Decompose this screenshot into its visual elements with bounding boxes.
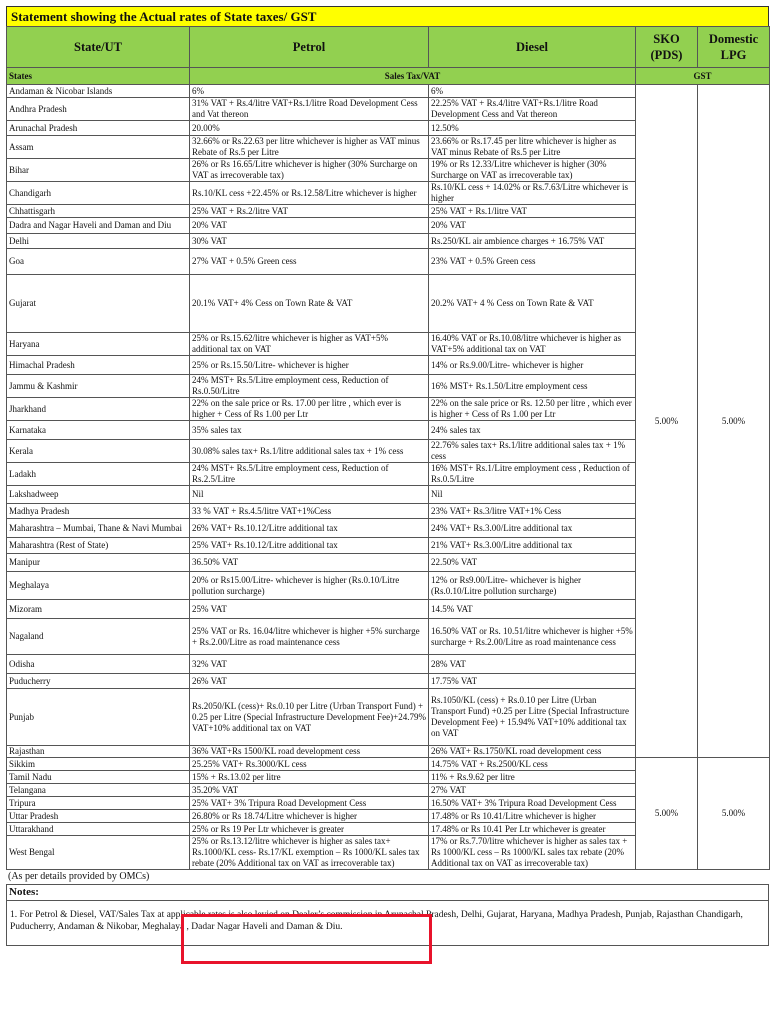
header-lpg: Domestic LPG [698, 27, 770, 68]
petrol-cell: 35% sales tax [190, 421, 429, 440]
state-cell: Uttar Pradesh [7, 810, 190, 823]
state-cell: Madhya Pradesh [7, 504, 190, 519]
tax-statement [6, 6, 769, 946]
diesel-cell: 23% VAT + 0.5% Green cess [429, 249, 636, 275]
state-cell: Ladakh [7, 463, 190, 486]
petrol-cell: 25% or Rs.15.62/litre whichever is higher as VAT+5% additional tax on VAT [190, 333, 429, 356]
petrol-cell: 20.00% [190, 121, 429, 136]
subheader-row [7, 68, 770, 85]
diesel-cell: 22% on the sale price or Rs. 12.50 per litre , which ever is higher + Cess of Rs 1.00 per Ltr [429, 398, 636, 421]
state-cell: Punjab [7, 689, 190, 746]
petrol-cell: 30% VAT [190, 234, 429, 249]
diesel-cell: 16% MST+ Rs.1.50/Litre employment cess [429, 375, 636, 398]
diesel-cell: 25% VAT + Rs.1/litre VAT [429, 205, 636, 218]
state-cell: Meghalaya [7, 572, 190, 600]
lpg-gst-cell: 5.00% [698, 758, 770, 870]
state-cell: Tamil Nadu [7, 771, 190, 784]
petrol-cell: 25.25% VAT+ Rs.3000/KL cess [190, 758, 429, 771]
header-petrol: Petrol [190, 27, 429, 68]
state-cell: Andhra Pradesh [7, 98, 190, 121]
petrol-cell: 25% VAT+ 3% Tripura Road Development Cess [190, 797, 429, 810]
diesel-cell: 21% VAT+ Rs.3.00/Litre additional tax [429, 538, 636, 554]
diesel-cell: 23.66% or Rs.17.45 per litre whichever is higher as VAT minus Rebate of Rs.5 per Litre [429, 136, 636, 159]
state-cell: Nagaland [7, 619, 190, 655]
state-cell: Andaman & Nicobar Islands [7, 85, 190, 98]
petrol-cell: 22% on the sale price or Rs. 17.00 per litre , which ever is higher + Cess of Rs 1.00 per Ltr [190, 398, 429, 421]
diesel-cell: 22.76% sales tax+ Rs.1/litre additional sales tax + 1% cess [429, 440, 636, 463]
diesel-cell: 17.48% or Rs 10.41/Litre whichever is higher [429, 810, 636, 823]
state-cell: Maharashtra – Mumbai, Thane & Navi Mumbai [7, 519, 190, 538]
state-cell: Maharashtra (Rest of State) [7, 538, 190, 554]
diesel-cell: Rs.250/KL air ambience charges + 16.75% VAT [429, 234, 636, 249]
petrol-cell: 25% or Rs.13.12/litre whichever is higher as sales tax+ Rs.1000/KL cess- Rs.17/KL exemption – Rs 1000/KL sales tax rebate (20% Additional tax on VAT as irrecoverable tax) [190, 836, 429, 870]
petrol-cell: Rs.10/KL cess +22.45% or Rs.12.58/Litre whichever is higher [190, 182, 429, 205]
petrol-cell: 35.20% VAT [190, 784, 429, 797]
source-note: (As per details provided by OMCs) [8, 871, 150, 882]
header-sko: SKO (PDS) [636, 27, 698, 68]
petrol-cell: 25% VAT [190, 600, 429, 619]
diesel-cell: Rs.1050/KL (cess) + Rs.0.10 per Litre (Urban Transport Fund) +0.25 per Litre (Special Infrastructure Development Fee) + 15.94% VAT+10% additional tax on VAT [429, 689, 636, 746]
petrol-cell: 25% or Rs 19 Per Ltr whichever is greater [190, 823, 429, 836]
state-cell: Chhattisgarh [7, 205, 190, 218]
diesel-cell: Rs.10/KL cess + 14.02% or Rs.7.63/Litre whichever is higher [429, 182, 636, 205]
state-cell: Rajasthan [7, 746, 190, 758]
state-cell: Uttarakhand [7, 823, 190, 836]
state-cell: Delhi [7, 234, 190, 249]
petrol-cell: 32% VAT [190, 655, 429, 674]
petrol-cell: Rs.2050/KL (cess)+ Rs.0.10 per Litre (Urban Transport Fund) + 0.25 per Litre (Special Infrastructure Development Fee)+24.79% VAT+10% additional tax on VAT [190, 689, 429, 746]
petrol-cell: 26% or Rs 16.65/Litre whichever is higher (30% Surcharge on VAT as irrecoverable tax) [190, 159, 429, 182]
state-cell: Kerala [7, 440, 190, 463]
diesel-cell: 16.40% VAT or Rs.10.08/litre whichever is higher as VAT+5% additional tax on VAT [429, 333, 636, 356]
state-cell: Gujarat [7, 275, 190, 333]
notes-label: Notes: [6, 884, 769, 901]
header-state: State/UT [7, 27, 190, 68]
state-cell: Sikkim [7, 758, 190, 771]
state-cell: Tripura [7, 797, 190, 810]
diesel-cell: 14% or Rs.9.00/Litre- whichever is higher [429, 356, 636, 375]
diesel-cell: 6% [429, 85, 636, 98]
table-header-row [7, 27, 770, 68]
diesel-cell: 24% VAT+ Rs.3.00/Litre additional tax [429, 519, 636, 538]
state-cell: Himachal Pradesh [7, 356, 190, 375]
state-cell: Assam [7, 136, 190, 159]
diesel-cell: 24% sales tax [429, 421, 636, 440]
diesel-cell: 23% VAT+ Rs.3/litre VAT+1% Cess [429, 504, 636, 519]
diesel-cell: 12% or Rs9.00/Litre- whichever is higher (Rs.0.10/Litre pollution surcharge) [429, 572, 636, 600]
diesel-cell: 17% or Rs.7.70/litre whichever is higher as sales tax + Rs 1000/KL cess – Rs 1000/KL sales tax rebate (20% Additional tax on VAT as irrecoverable tax) [429, 836, 636, 870]
tax-rates-table [6, 26, 770, 870]
petrol-cell: 20% VAT [190, 218, 429, 234]
state-cell: Goa [7, 249, 190, 275]
subheader-sales-tax: Sales Tax/VAT [190, 68, 636, 85]
petrol-cell: 24% MST+ Rs.5/Litre employment cess, Reduction of Rs.2.5/Litre [190, 463, 429, 486]
petrol-cell: 36.50% VAT [190, 554, 429, 572]
diesel-cell: 16.50% VAT or Rs. 10.51/litre whichever is higher +5% surcharge + Rs.2.00/Litre as road maintenance cess [429, 619, 636, 655]
state-cell: Arunachal Pradesh [7, 121, 190, 136]
petrol-cell: 20.1% VAT+ 4% Cess on Town Rate & VAT [190, 275, 429, 333]
diesel-cell: 14.75% VAT + Rs.2500/KL cess [429, 758, 636, 771]
diesel-cell: 20.2% VAT+ 4 % Cess on Town Rate & VAT [429, 275, 636, 333]
state-cell: Dadra and Nagar Haveli and Daman and Diu [7, 218, 190, 234]
state-cell: Lakshadweep [7, 486, 190, 504]
diesel-cell: 22.25% VAT + Rs.4/litre VAT+Rs.1/litre Road Development Cess and Vat thereon [429, 98, 636, 121]
petrol-cell: 20% or Rs15.00/Litre- whichever is higher (Rs.0.10/Litre pollution surcharge) [190, 572, 429, 600]
diesel-cell: 17.75% VAT [429, 674, 636, 689]
petrol-cell: Nil [190, 486, 429, 504]
diesel-cell: 22.50% VAT [429, 554, 636, 572]
state-cell: Odisha [7, 655, 190, 674]
diesel-cell: 14.5% VAT [429, 600, 636, 619]
petrol-cell: 25% VAT+ Rs.10.12/Litre additional tax [190, 538, 429, 554]
lpg-gst-cell: 5.00% [698, 85, 770, 758]
state-cell: Karnataka [7, 421, 190, 440]
diesel-cell: 19% or Rs 12.33/Litre whichever is higher (30% Surcharge on VAT as irrecoverable tax) [429, 159, 636, 182]
state-cell: Jammu & Kashmir [7, 375, 190, 398]
state-cell: Manipur [7, 554, 190, 572]
petrol-cell: 25% VAT + Rs.2/litre VAT [190, 205, 429, 218]
state-cell: Haryana [7, 333, 190, 356]
state-cell: West Bengal [7, 836, 190, 870]
state-cell: Mizoram [7, 600, 190, 619]
petrol-cell: 24% MST+ Rs.5/Litre employment cess, Reduction of Rs.0.50/Litre [190, 375, 429, 398]
diesel-cell: Nil [429, 486, 636, 504]
petrol-cell: 26% VAT+ Rs.10.12/Litre additional tax [190, 519, 429, 538]
subheader-states: States [7, 68, 190, 85]
document-title: Statement showing the Actual rates of State taxes/ GST [6, 6, 769, 26]
diesel-cell: 11% + Rs.9.62 per litre [429, 771, 636, 784]
petrol-cell: 25% or Rs.15.50/Litre- whichever is higher [190, 356, 429, 375]
diesel-cell: 20% VAT [429, 218, 636, 234]
state-cell: Puducherry [7, 674, 190, 689]
diesel-cell: 26% VAT+ Rs.1750/KL road development cess [429, 746, 636, 758]
petrol-cell: 27% VAT + 0.5% Green cess [190, 249, 429, 275]
diesel-cell: 16% MST+ Rs.1/Litre employment cess , Reduction of Rs.0.5/Litre [429, 463, 636, 486]
sko-gst-cell: 5.00% [636, 758, 698, 870]
note-1: 1. For Petrol & Diesel, VAT/Sales Tax at applicable rates is also levied on Dealer’s commission in Arunachal Pradesh, Delhi, Gujarat, Haryana, Madhya Pradesh, Punjab, Rajasthan Chandigarh, Puducherry, Andaman & Nikobar, Meghalaya , Dadar Nagar Haveli and Daman & Diu. [6, 901, 769, 946]
header-diesel: Diesel [429, 27, 636, 68]
state-cell: Chandigarh [7, 182, 190, 205]
petrol-cell: 30.08% sales tax+ Rs.1/litre additional sales tax + 1% cess [190, 440, 429, 463]
subheader-gst: GST [636, 68, 770, 85]
sko-gst-cell: 5.00% [636, 85, 698, 758]
petrol-cell: 6% [190, 85, 429, 98]
state-cell: Telangana [7, 784, 190, 797]
petrol-cell: 31% VAT + Rs.4/litre VAT+Rs.1/litre Road Development Cess and Vat thereon [190, 98, 429, 121]
petrol-cell: 15% + Rs.13.02 per litre [190, 771, 429, 784]
petrol-cell: 33 % VAT + Rs.4.5/litre VAT+1%Cess [190, 504, 429, 519]
petrol-cell: 25% VAT or Rs. 16.04/litre whichever is higher +5% surcharge + Rs.2.00/Litre as road maintenance cess [190, 619, 429, 655]
diesel-cell: 12.50% [429, 121, 636, 136]
petrol-cell: 26% VAT [190, 674, 429, 689]
table-row [7, 85, 770, 98]
table-row [7, 758, 770, 771]
diesel-cell: 28% VAT [429, 655, 636, 674]
diesel-cell: 17.48% or Rs 10.41 Per Ltr whichever is greater [429, 823, 636, 836]
petrol-cell: 26.80% or Rs 18.74/Litre whichever is higher [190, 810, 429, 823]
state-cell: Jharkhand [7, 398, 190, 421]
state-cell: Bihar [7, 159, 190, 182]
diesel-cell: 16.50% VAT+ 3% Tripura Road Development Cess [429, 797, 636, 810]
petrol-cell: 36% VAT+Rs 1500/KL road development cess [190, 746, 429, 758]
petrol-cell: 32.66% or Rs.22.63 per litre whichever is higher as VAT minus Rebate of Rs.5 per Litre [190, 136, 429, 159]
diesel-cell: 27% VAT [429, 784, 636, 797]
